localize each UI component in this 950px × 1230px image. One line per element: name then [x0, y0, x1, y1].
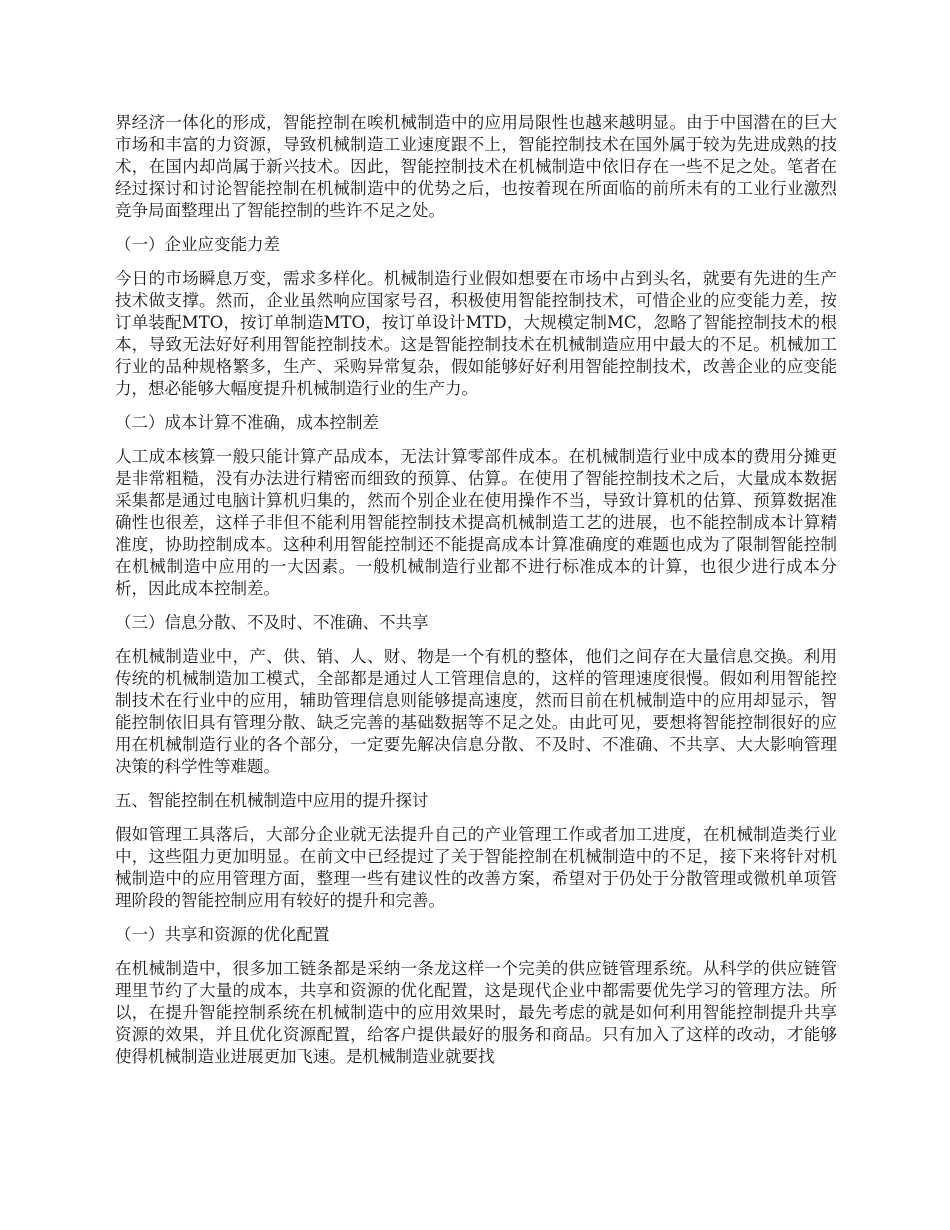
- chapter-heading: 五、智能控制在机械制造中应用的提升探讨: [115, 791, 429, 810]
- body-paragraph: 今日的市场瞬息万变，需求多样化。机械制造行业假如想要在市场中占到头名，就要有先进的生产技术做支撑。然而，企业虽然响应国家号召，积极使用智能控制技术，可惜企业的应变能力差，按订单装配MTO，按订单制造MTO，按订单设计MTD，大规模定制MC，忽略了智能控制技术的根本，导致无法好好利用智能控制技术。这是智能控制技术在机械制造应用中最大的不足。机械加工行业的品种规格繁多，生产、采购异常复杂，假如能够好好利用智能控制技术，改善企业的应变能力，想必能够大幅度提升机械制造行业的生产力。: [115, 269, 837, 398]
- body-paragraph: 在机械制造业中，产、供、销、人、财、物是一个有机的整体，他们之间存在大量信息交换。利用传统的机械制造加工模式，全部都是通过人工管理信息的，这样的管理速度很慢。假如利用智能控制技术在行业中的应用，辅助管理信息则能够提高速度，然而目前在机械制造中的应用却显示，智能控制依旧具有管理分散、缺乏完善的基础数据等不足之处。由此可见，要想将智能控制很好的应用在机械制造行业的各个部分，一定要先解决信息分散、不及时、不准确、不共享、大大影响管理决策的科学性等难题。: [115, 647, 837, 776]
- body-paragraph: 在机械制造中，很多加工链条都是采纳一条龙这样一个完美的供应链管理系统。从科学的供应链管理里节约了大量的成本，共享和资源的优化配置，这是现代企业中都需要优先学习的管理方法。所以，在提升智能控制系统在机械制造中的应用效果时，最先考虑的就是如何利用智能控制提升共享资源的效果，并且优化资源配置，给客户提供最好的服务和商品。只有加入了这样的改动，才能够使得机械制造业进展更加飞速。是机械制造业就要找: [115, 959, 837, 1066]
- section-heading: （二）成本计算不准确，成本控制差: [115, 413, 379, 432]
- body-paragraph: 人工成本核算一般只能计算产品成本，无法计算零部件成本。在机械制造行业中成本的费用分摊更是非常粗糙，没有办法进行精密而细致的预算、估算。在使用了智能控制技术之后，大量成本数据采集都是通过电脑计算机归集的，然而个别企业在使用操作不当，导致计算机的估算、预算数据准确性也很差，这样子非但不能利用智能控制技术提高机械制造工艺的进展，也不能控制成本计算精准度，协助控制成本。这种利用智能控制还不能提高成本计算准确度的难题也成为了限制智能控制在机械制造中应用的一大因素。一般机械制造行业都不进行标准成本的计算，也很少进行成本分析，因此成本控制差。: [115, 447, 837, 598]
- section-heading: （一）共享和资源的优化配置: [115, 925, 330, 944]
- body-paragraph: 界经济一体化的形成，智能控制在唉机械制造中的应用局限性也越来越明显。由于中国潜在的巨大市场和丰富的力资源，导致机械制造工业速度跟不上，智能控制技术在国外属于较为先进成熟的技术，在国内却尚属于新兴技术。因此，智能控制技术在机械制造中依旧存在一些不足之处。笔者在经过探讨和讨论智能控制在机械制造中的优势之后，也按着现在所面临的前所未有的工业行业激烈竞争局面整理出了智能控制的些许不足之处。: [115, 113, 837, 220]
- section-heading: （三）信息分散、不及时、不准确、不共享: [115, 613, 429, 632]
- document-page: [115, 112, 837, 1080]
- body-paragraph: 假如管理工具落后，大部分企业就无法提升自己的产业管理工作或者加工进度，在机械制造类行业中，这些阻力更加明显。在前文中已经提过了关于智能控制在机械制造中的不足，接下来将针对机械制造中的应用管理方面，整理一些有建议性的改善方案，希望对于仍处于分散管理或微机单项管理阶段的智能控制应用有较好的提升和完善。: [115, 825, 837, 910]
- section-heading: （一）企业应变能力差: [115, 235, 280, 254]
